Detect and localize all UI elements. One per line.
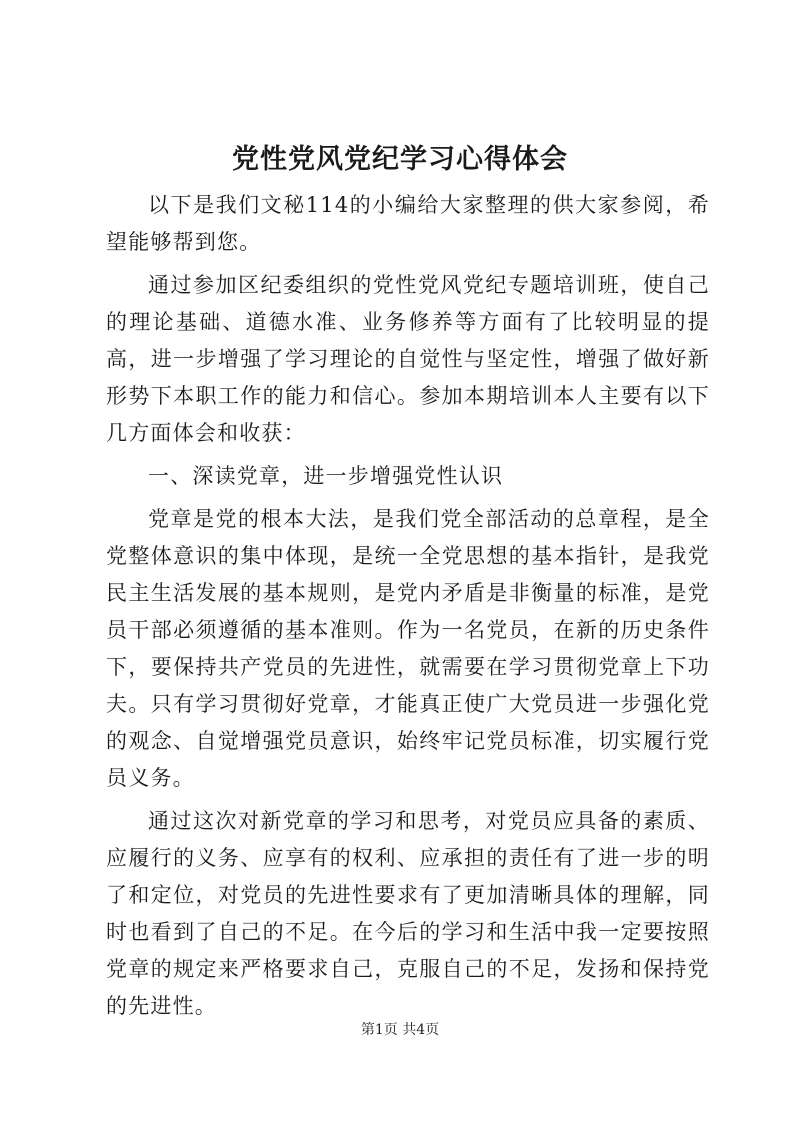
page-footer: 第1页 共4页 [360,1022,440,1038]
section-heading-1: 一、深读党章，进一步增强党性认识 [148,464,504,488]
document-body [106,187,710,1031]
paragraph-training: 通过参加区纪委组织的党性党风党纪专题培训班，使自己的理论基础、道德水准、业务修养等方面有了比较明显的提高，进一步增强了学习理论的自觉性与坚定性，增强了做好新形势下本职工作的能力和信心。参加本期培训本人主要有以下几方面体会和收获： [106,273,710,445]
paragraph-party-constitution: 党章是党的根本大法，是我们党全部活动的总章程，是全党整体意识的集中体现，是统一全党思想的基本指针，是我党民主生活发展的基本规则，是党内矛盾是非衡量的标准，是党员干部必须遵循的基本准则。作为一名党员，在新的历史条件下，要保持共产党员的先进性，就需要在学习贯彻党章上下功夫。只有学习贯彻好党章，才能真正使广大党员进一步强化党的观念、自觉增强党员意识，始终牢记党员标准，切实履行党员义务。 [106,507,710,790]
paragraph-reflection: 通过这次对新党章的学习和思考，对党员应具备的素质、应履行的义务、应享有的权利、应承担的责任有了进一步的明了和定位，对党员的先进性要求有了更加清晰具体的理解，同时也看到了自己的不足。在今后的学习和生活中我一定要按照党章的规定来严格要求自己，克服自己的不足，发扬和保持党的先进性。 [106,809,710,1018]
paragraph-intro: 以下是我们文秘114的小编给大家整理的供大家参阅，希望能够帮到您。 [106,193,710,254]
document-title: 党性党风党纪学习心得体会 [232,144,568,175]
